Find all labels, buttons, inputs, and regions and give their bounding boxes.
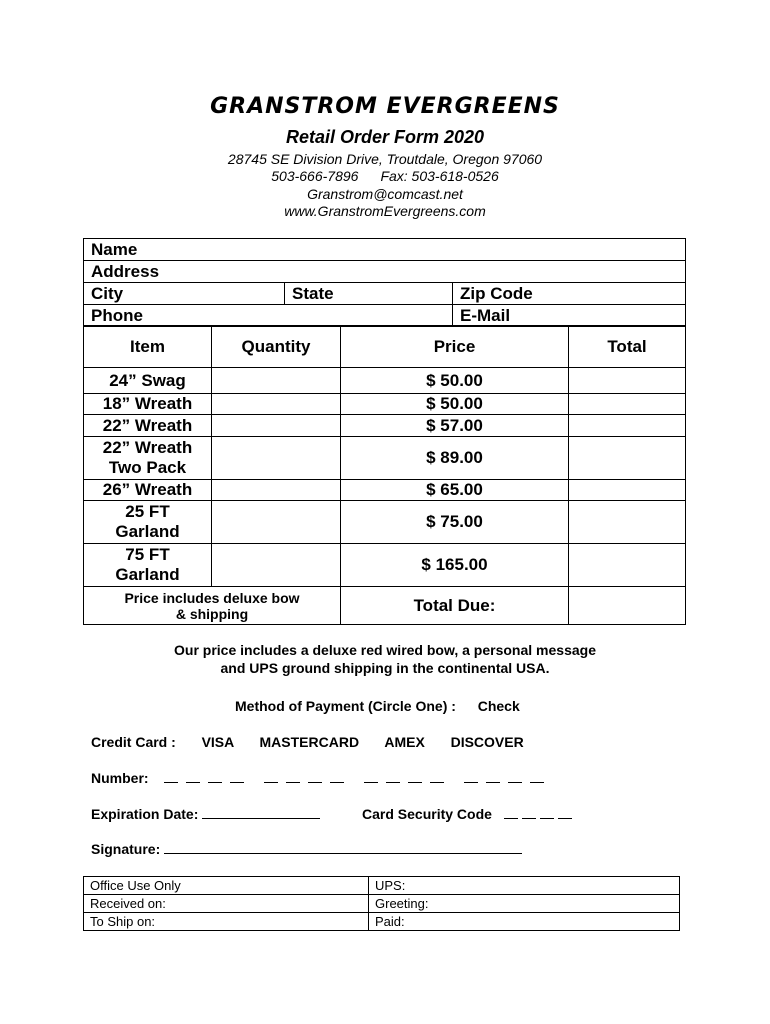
credit-card-label: Credit Card :	[91, 734, 176, 750]
item-price: $ 75.00	[341, 501, 569, 544]
item-name-line1: 75 FT	[125, 545, 170, 564]
order-row	[84, 480, 686, 501]
item-price: $ 165.00	[341, 544, 569, 587]
discover-option[interactable]: DISCOVER	[450, 734, 524, 750]
card-number-group-2[interactable]	[264, 770, 352, 786]
paid-label: Paid:	[369, 913, 680, 931]
card-number-group-4[interactable]	[464, 770, 552, 786]
phone-label: Phone	[91, 305, 143, 325]
address-label: Address	[91, 261, 160, 281]
phone-field[interactable]	[84, 305, 453, 327]
visa-option[interactable]: VISA	[201, 734, 234, 750]
amex-option[interactable]: AMEX	[384, 734, 425, 750]
form-title: Retail Order Form 2020	[285, 127, 485, 147]
price-note-line1: Price includes deluxe bow	[124, 589, 300, 606]
item-name-line2: Two Pack	[108, 458, 187, 477]
item-name	[84, 480, 212, 501]
item-price: $ 50.00	[341, 394, 569, 415]
price-header: Price	[341, 326, 569, 368]
item-name-line1: 22” Wreath	[102, 415, 193, 435]
order-row	[84, 415, 686, 437]
total-cell[interactable]	[569, 544, 686, 587]
item-name-line2: Garland	[115, 565, 180, 584]
email-label: E-Mail	[460, 305, 511, 325]
to-ship-label: To Ship on:	[84, 913, 369, 931]
total-cell[interactable]	[569, 501, 686, 544]
business-fax: Fax: 503-618-0526	[380, 168, 499, 184]
credit-card-row	[91, 734, 524, 750]
email-field[interactable]	[453, 305, 686, 327]
quantity-cell[interactable]	[212, 368, 341, 394]
item-name	[84, 394, 212, 415]
address-field[interactable]	[84, 261, 686, 283]
shipping-note-line1: Our price includes a deluxe red wired bow, a personal message	[174, 642, 596, 658]
name-field[interactable]	[84, 239, 686, 261]
shipping-note-line2: and UPS ground shipping in the continental USA.	[220, 659, 550, 676]
mastercard-option[interactable]: MASTERCARD	[259, 734, 360, 750]
card-number-group-3[interactable]	[364, 770, 452, 786]
business-address: 28745 SE Division Drive, Troutdale, Oregon 97060	[227, 151, 543, 167]
quantity-header: Quantity	[212, 326, 341, 368]
greeting-label: Greeting:	[369, 895, 680, 913]
total-due-row	[84, 587, 686, 625]
card-number-row	[91, 770, 560, 786]
security-code-label: Card Security Code	[362, 806, 492, 822]
item-price: $ 57.00	[341, 415, 569, 437]
customer-info-table	[83, 238, 686, 327]
item-name	[84, 415, 212, 437]
quantity-cell[interactable]	[212, 544, 341, 587]
total-header: Total	[569, 326, 686, 368]
order-table	[83, 325, 686, 625]
order-row	[84, 544, 686, 587]
total-cell[interactable]	[569, 394, 686, 415]
brand-title: GRANSTROM EVERGREENS	[210, 94, 560, 119]
signature-input[interactable]	[164, 841, 522, 854]
total-cell[interactable]	[569, 437, 686, 480]
received-on-label: Received on:	[84, 895, 369, 913]
item-name-line1: 24” Swag	[109, 370, 186, 390]
expiration-input[interactable]	[202, 806, 320, 819]
item-name	[84, 544, 212, 587]
signature-label: Signature:	[91, 841, 161, 857]
quantity-cell[interactable]	[212, 437, 341, 480]
total-due-cell[interactable]	[569, 587, 686, 625]
item-name-line1: 25 FT	[125, 502, 170, 521]
expiration-row	[91, 806, 320, 822]
state-label: State	[292, 283, 334, 303]
quantity-cell[interactable]	[212, 394, 341, 415]
item-price: $ 65.00	[341, 480, 569, 501]
payment-method-row	[235, 698, 520, 714]
shipping-note	[0, 642, 770, 677]
item-header: Item	[84, 326, 212, 368]
price-note-line2: & shipping	[175, 605, 249, 622]
order-row	[84, 437, 686, 480]
state-field[interactable]	[285, 283, 453, 305]
phone-fax-line	[0, 168, 770, 186]
payment-method-label: Method of Payment (Circle One) :	[235, 698, 456, 714]
price-includes-note	[84, 587, 341, 625]
item-name	[84, 437, 212, 480]
ups-label: UPS:	[369, 877, 680, 895]
order-row	[84, 501, 686, 544]
signature-row	[91, 841, 522, 857]
business-phone: 503-666-7896	[271, 168, 359, 184]
zip-label: Zip Code	[460, 283, 533, 303]
quantity-cell[interactable]	[212, 415, 341, 437]
expiration-label: Expiration Date:	[91, 806, 199, 822]
item-price: $ 89.00	[341, 437, 569, 480]
total-due-label: Total Due:	[341, 587, 569, 625]
security-code-input[interactable]	[504, 806, 572, 822]
card-number-label: Number:	[91, 770, 149, 786]
order-row	[84, 368, 686, 394]
item-name-line2: Garland	[115, 522, 180, 541]
city-label: City	[91, 283, 124, 303]
security-code-row	[362, 806, 572, 822]
item-name-line1: 26” Wreath	[102, 480, 193, 499]
city-field[interactable]	[84, 283, 285, 305]
name-label: Name	[91, 239, 138, 259]
total-cell[interactable]	[569, 415, 686, 437]
item-name-line1: 22” Wreath	[102, 438, 193, 457]
business-website: www.GranstromEvergreens.com	[284, 203, 486, 219]
office-use-label: Office Use Only	[84, 877, 369, 895]
item-name-line1: 18” Wreath	[102, 394, 193, 413]
total-cell[interactable]	[569, 368, 686, 394]
card-number-group-1[interactable]	[164, 770, 252, 786]
quantity-cell[interactable]	[212, 501, 341, 544]
item-price: $ 50.00	[341, 368, 569, 394]
item-name	[84, 368, 212, 394]
order-row	[84, 394, 686, 415]
office-use-table	[83, 876, 680, 931]
total-cell[interactable]	[569, 480, 686, 501]
check-option[interactable]: Check	[477, 698, 520, 714]
zip-field[interactable]	[453, 283, 686, 305]
item-name	[84, 501, 212, 544]
quantity-cell[interactable]	[212, 480, 341, 501]
business-email: Granstrom@comcast.net	[307, 186, 463, 202]
